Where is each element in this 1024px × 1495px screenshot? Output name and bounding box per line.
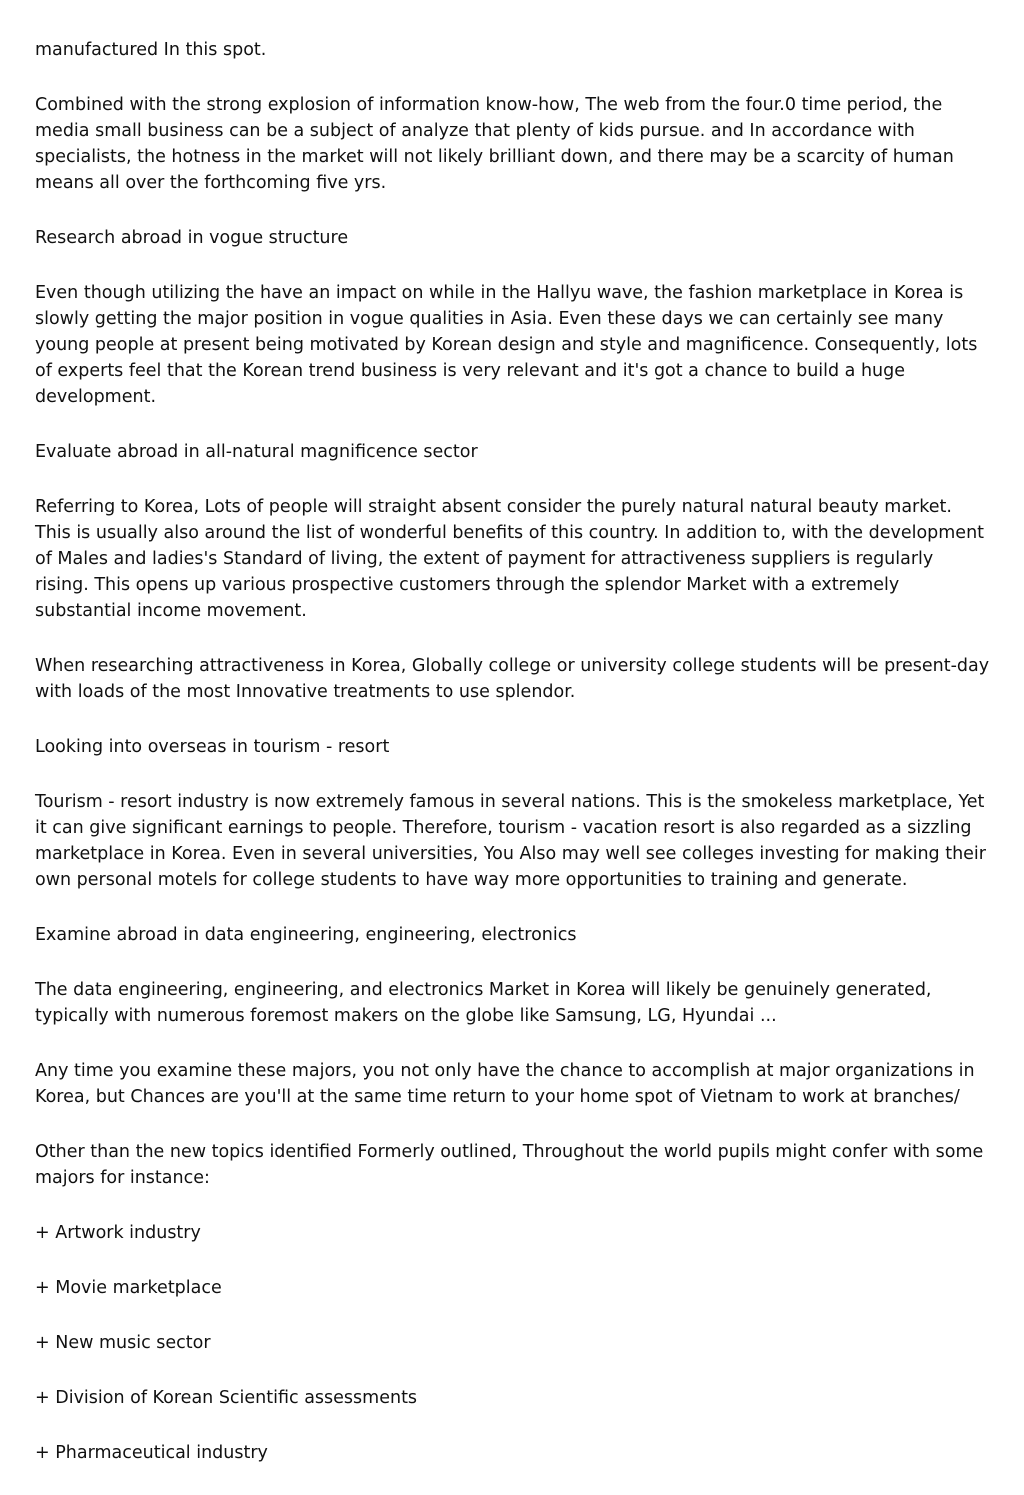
document-body	[35, 37, 990, 1495]
paragraph-beauty-sector: Referring to Korea, Lots of people will straight absent consider the purely natural natural beauty market. This is usually also around the list of wonderful benefits of this country. In addition to, with the development of Males and ladies's Standard of living, the extent of payment for attractiveness suppliers is regularly rising. This opens up various prospective customers through the splendor Market with a extremely substantial income movement.	[35, 497, 985, 621]
heading-tourism-resort: Looking into overseas in tourism - resort	[35, 737, 390, 757]
paragraph-majors-career: Any time you examine these majors, you not only have the chance to accomplish at major organizations in Korea, but Chances are you'll at the same time return to your home spot of Vietnam to work at branches/	[35, 1061, 975, 1107]
heading-fashion-design: Research abroad in vogue structure	[35, 228, 349, 248]
paragraph-fashion-design: Even though utilizing the have an impact on while in the Hallyu wave, the fashion marketplace in Korea is slowly getting the major position in vogue qualities in Asia. Even these days we can certainly see many young people at present being motivated by Korean design and style and magnificence. Consequently, lots of experts feel that the Korean trend business is very relevant and it's got a chance to build a huge development.	[35, 283, 978, 407]
paragraph-beauty-students: When researching attractiveness in Korea, Globally college or university college students will be present-day with loads of the most Innovative treatments to use splendor.	[35, 656, 990, 702]
paragraph-other-majors-intro: Other than the new topics identified Formerly outlined, Throughout the world pupils might confer with some majors for instance:	[35, 1142, 984, 1188]
list-item-music: + New music sector	[35, 1333, 211, 1353]
heading-beauty-sector: Evaluate abroad in all-natural magnificence sector	[35, 442, 478, 462]
list-item-movie: + Movie marketplace	[35, 1278, 222, 1298]
paragraph-continuation: manufactured In this spot.	[35, 40, 267, 60]
list-item-korean-assessments: + Division of Korean Scientific assessments	[35, 1388, 418, 1408]
paragraph-tourism-resort: Tourism - resort industry is now extremely famous in several nations. This is the smokeless marketplace, Yet it can give significant earnings to people. Therefore, tourism - vacation resort is also regarded as a sizzling marketplace in Korea. Even in several universities, You Also may well see colleges investing for making their own personal motels for college students to have way more opportunities to training and generate.	[35, 792, 986, 890]
paragraph-media-industry: Combined with the strong explosion of information know-how, The web from the four.0 time period, the media small business can be a subject of analyze that plenty of kids pursue. and In accordance with specialists, the hotness in the market will not likely brilliant down, and there may be a scarcity of human means all over the forthcoming five yrs.	[35, 95, 954, 193]
paragraph-engineering-electronics: The data engineering, engineering, and electronics Market in Korea will likely be genuinely generated, typically with numerous foremost makers on the globe like Samsung, LG, Hyundai ...	[35, 980, 932, 1026]
heading-engineering-electronics: Examine abroad in data engineering, engineering, electronics	[35, 925, 577, 945]
list-item-pharmaceutical: + Pharmaceutical industry	[35, 1443, 268, 1463]
list-item-artwork: + Artwork industry	[35, 1223, 201, 1243]
